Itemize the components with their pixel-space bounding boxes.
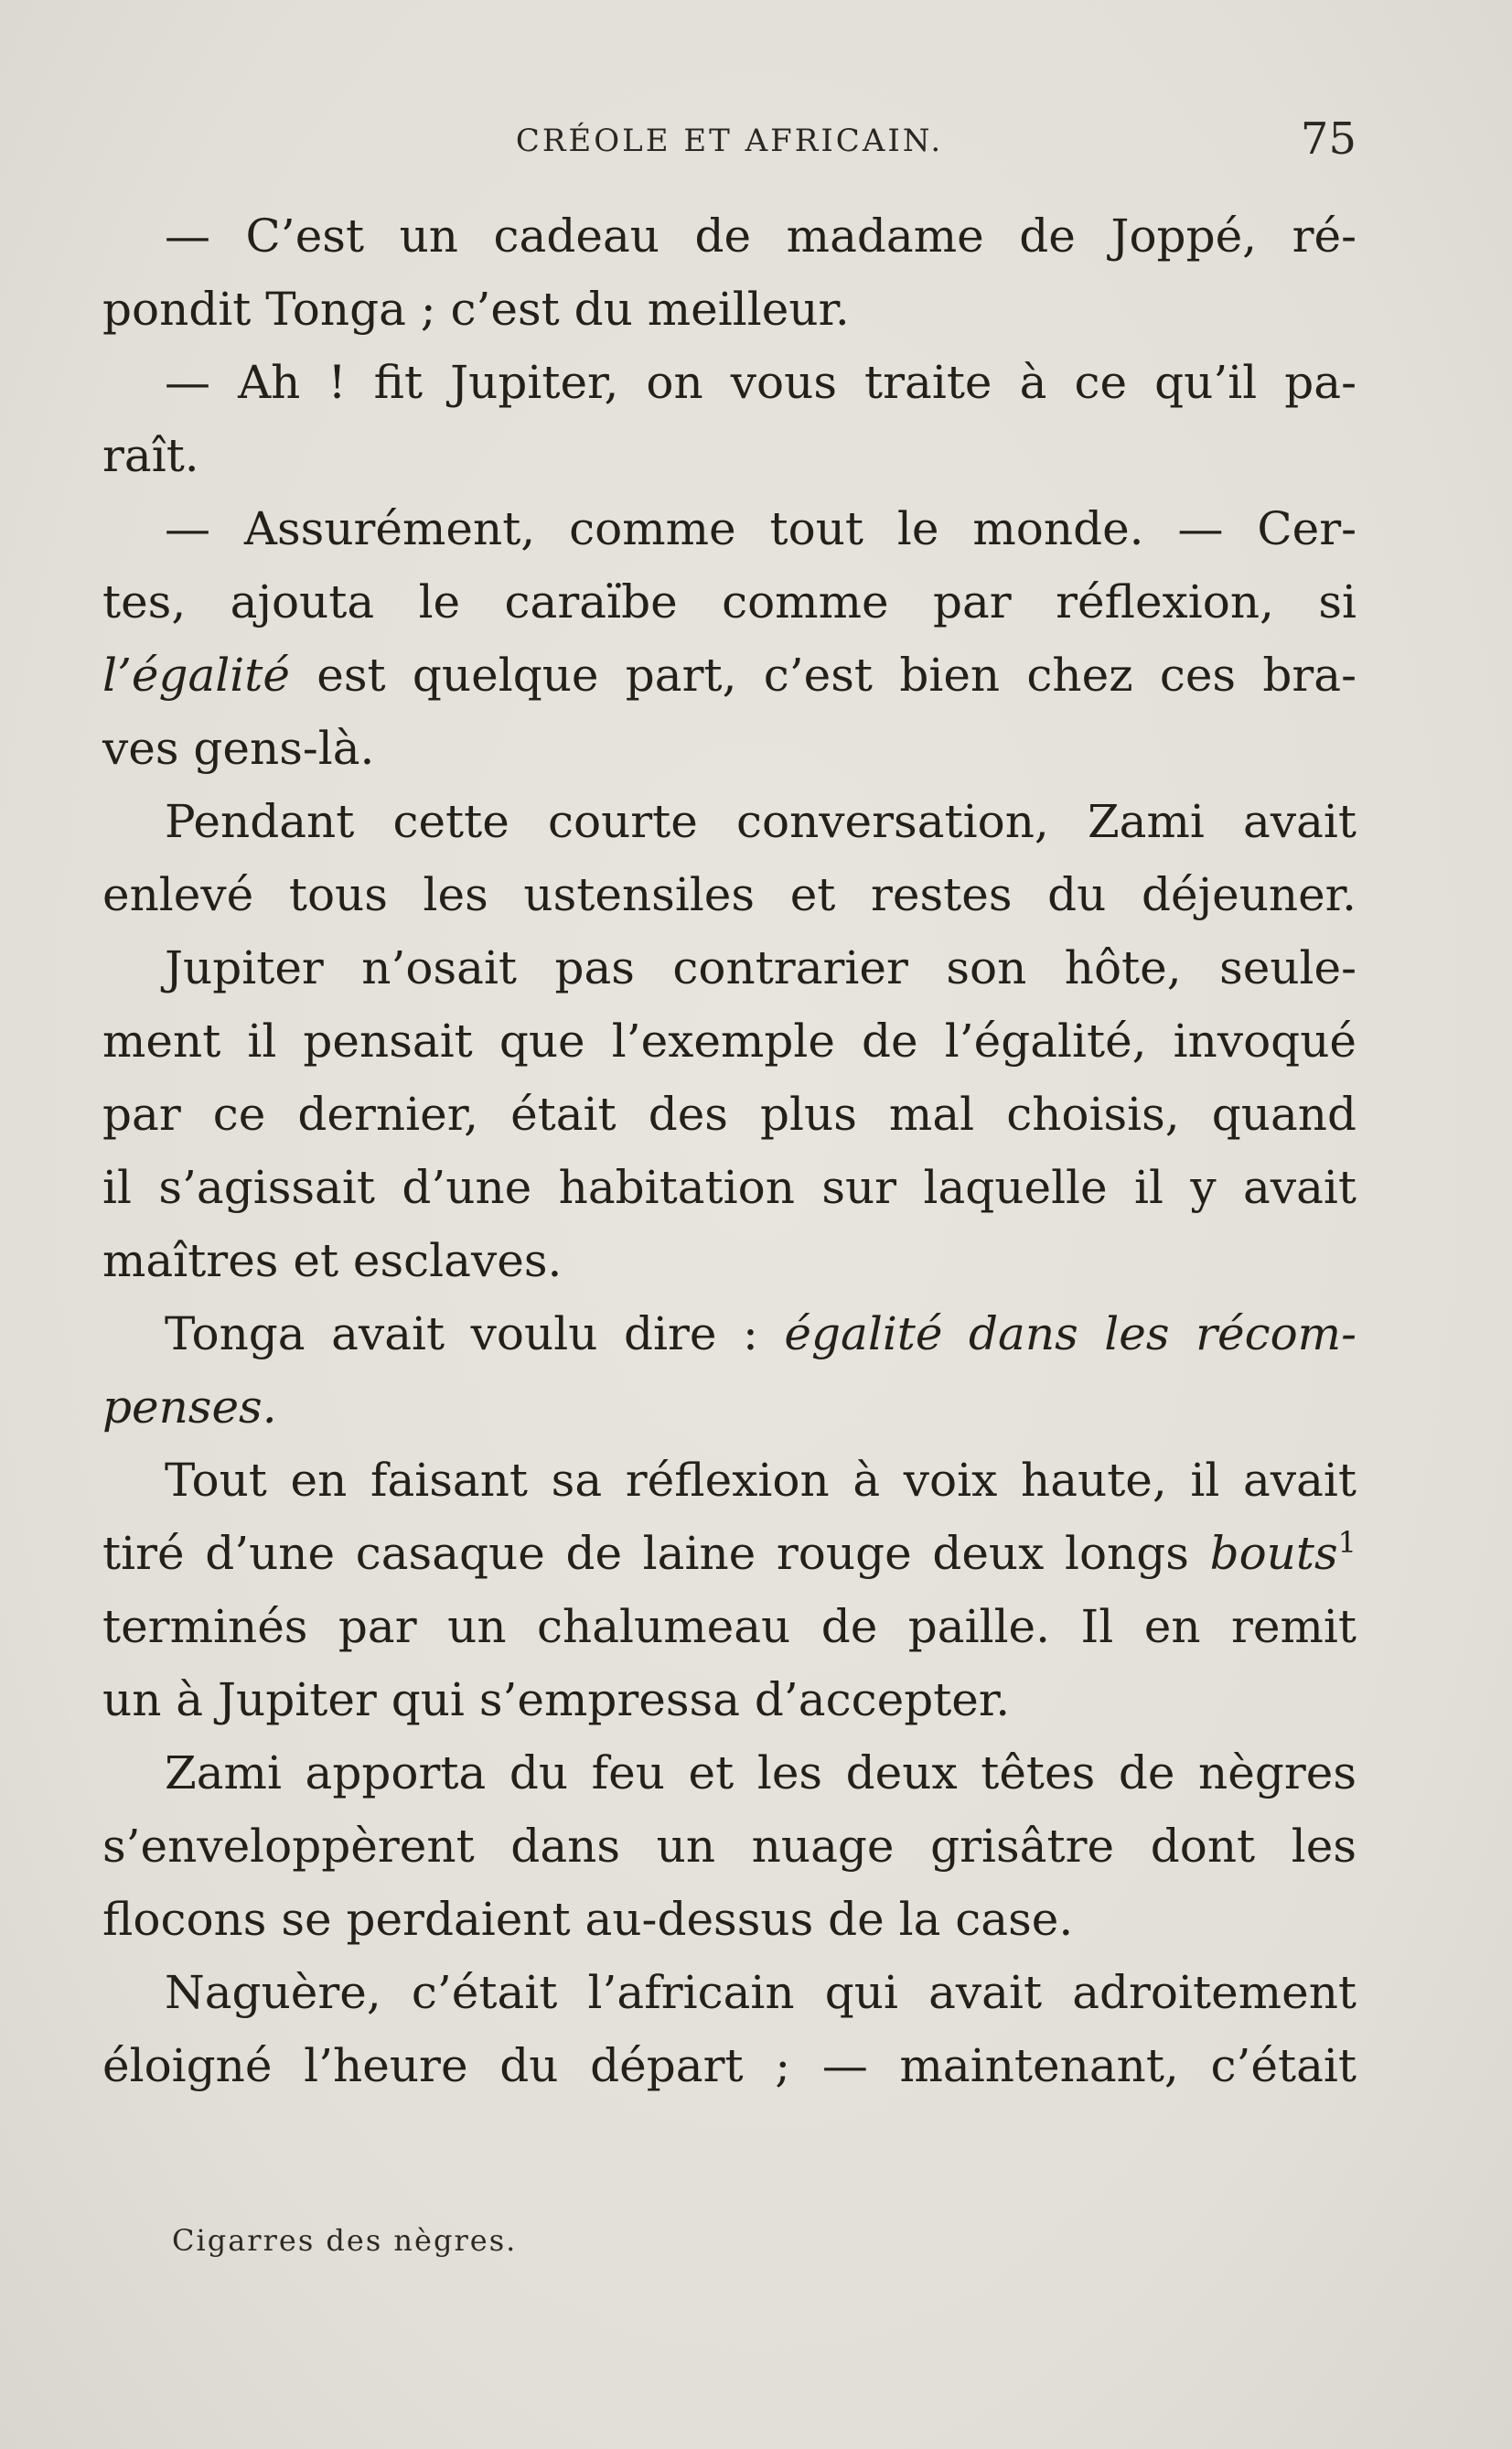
text-line: Zami apporta du feu et les deux têtes de nègres [165,1746,1357,1799]
text-line: éloigné l’heure du départ ; — maintenant, c’était [102,2039,1357,2092]
emphasis-text: l’égalité [102,649,290,702]
text-line: raît. [102,429,199,482]
text-line: ment il pensait que l’exemple de l’égalité, invoqué [102,1015,1357,1068]
text-line [102,1370,1357,1444]
text-line: pondit Tonga ; c’est du meilleur. [102,283,850,336]
text-line: l’égalité est quelque part, c’est bien chez ces bra- [102,649,1357,702]
text-line: par ce dernier, était des plus mal choisis, quand [102,1088,1357,1141]
text-line: un à Jupiter qui s’empressa d’accepter. [102,1673,1011,1726]
text-line: Tonga avait voulu dire : égalité dans les récom- [165,1307,1357,1360]
text-line: terminés par un chalumeau de paille. Il en remit [102,1600,1357,1653]
text-line: — C’est un cadeau de madame de Joppé, ré- [165,209,1357,263]
emphasis-text: penses. [102,1380,277,1434]
text-line: — Ah ! fit Jupiter, on vous traite à ce qu’il pa- [165,356,1357,409]
emphasis-text: égalité dans les récom- [784,1307,1357,1360]
text-line: flocons se perdaient au-dessus de la case. [102,1893,1074,1946]
page-header [102,113,1357,172]
text-line: s’enveloppèrent dans un nuage grisâtre dont les [102,1820,1357,1873]
footnote: Cigarres des nègres. [172,2223,518,2258]
text-line: tiré d’une casaque de laine rouge deux longs bouts$^1$ [102,1525,1357,1580]
text-line: — Assurément, comme tout le monde. — Cer- [165,502,1357,555]
text-line: Jupiter n’osait pas contrarier son hôte, seule- [165,941,1357,994]
text-line: Tout en faisant sa réflexion à voix haute, il avait [165,1454,1357,1507]
footnote-marker: 1 [1337,1525,1357,1560]
emphasis-text: bouts [1209,1527,1338,1580]
text-line: tes, ajouta le caraïbe comme par réflexion, si [102,575,1357,628]
text-line: maîtres et esclaves. [102,1234,563,1287]
text-line: Pendant cette courte conversation, Zami avait [165,795,1357,848]
running-title: CRÉOLE ET AFRICAIN. [515,123,944,159]
text-line: enlevé tous les ustensiles et restes du déjeuner. [102,868,1357,921]
text-line: il s’agissait d’une habitation sur laquelle il y avait [102,1161,1357,1214]
text-line: ves gens-là. [102,722,375,775]
page-number: 75 [1300,113,1357,165]
text-line: Naguère, c’était l’africain qui avait adroitement [165,1966,1357,2019]
